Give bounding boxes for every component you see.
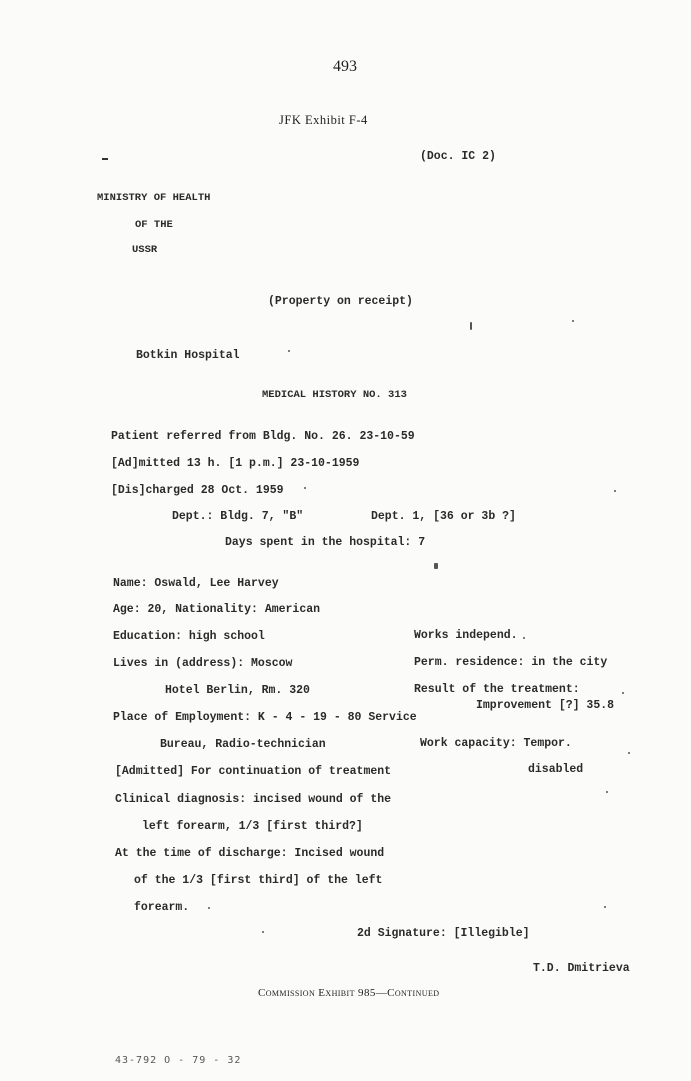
treatment-result-label: Result of the treatment:	[414, 683, 580, 696]
works-status: Works independ.	[414, 629, 518, 642]
scan-speck	[606, 791, 608, 793]
scan-speck	[572, 320, 574, 322]
scan-speck	[470, 322, 472, 330]
hospital-name: Botkin Hospital	[136, 349, 240, 362]
scan-speck	[304, 487, 306, 489]
admitted-line: [Ad]mitted 13 h. [1 p.m.] 23-10-1959	[111, 457, 360, 470]
department-left: Dept.: Bldg. 7, "B"	[172, 510, 304, 523]
lives-in: Lives in (address): Moscow	[113, 657, 293, 670]
referral-line: Patient referred from Bldg. No. 26. 23-10-59	[111, 430, 415, 443]
clinical-diagnosis-line-2: left forearm, 1/3 [first third?]	[142, 820, 363, 833]
patient-name: Name: Oswald, Lee Harvey	[113, 577, 279, 590]
discharge-note-line-1: At the time of discharge: Incised wound	[115, 847, 385, 860]
discharged-line: [Dis]charged 28 Oct. 1959	[111, 484, 284, 497]
doc-reference: (Doc. IC 2)	[420, 150, 496, 163]
scan-speck	[628, 752, 630, 754]
treatment-improvement: Improvement [?] 35.8	[476, 699, 615, 712]
hotel-address: Hotel Berlin, Rm. 320	[165, 684, 310, 697]
permanent-residence: Perm. residence: in the city	[414, 656, 608, 669]
scan-speck	[622, 692, 624, 694]
exhibit-title: JFK Exhibit F-4	[279, 113, 368, 127]
scan-mark	[102, 158, 108, 160]
patient-age-nationality: Age: 20, Nationality: American	[113, 603, 321, 616]
property-note: (Property on receipt)	[268, 295, 413, 308]
place-of-employment: Place of Employment: K - 4 - 19 - 80 Service	[113, 711, 417, 724]
commission-caption: Commission Exhibit 985—Continued	[258, 987, 440, 999]
scan-speck	[614, 490, 616, 492]
work-capacity-disabled: disabled	[528, 763, 584, 776]
ministry-line-3: USSR	[132, 244, 158, 256]
education: Education: high school	[113, 630, 265, 643]
scan-speck	[208, 907, 210, 909]
second-signature: 2d Signature: [Illegible]	[357, 927, 530, 940]
discharge-note-line-3: forearm.	[134, 901, 190, 914]
employment-bureau: Bureau, Radio-technician	[160, 738, 326, 751]
scan-speck	[262, 931, 264, 933]
scan-speck	[434, 563, 438, 569]
days-spent: Days spent in the hospital: 7	[225, 536, 426, 549]
page-number: 493	[333, 58, 357, 75]
scan-speck	[604, 906, 606, 908]
ministry-line-1: MINISTRY OF HEALTH	[97, 192, 211, 204]
discharge-note-line-2: of the 1/3 [first third] of the left	[134, 874, 383, 887]
admitted-reason: [Admitted] For continuation of treatment	[115, 765, 392, 778]
signer-name: T.D. Dmitrieva	[533, 962, 630, 975]
medical-history-title: MEDICAL HISTORY NO. 313	[262, 389, 407, 401]
print-code: 43-792 O - 79 - 32	[115, 1055, 242, 1066]
ministry-line-2: OF THE	[135, 219, 173, 231]
scan-speck	[523, 637, 525, 639]
clinical-diagnosis-line-1: Clinical diagnosis: incised wound of the	[115, 793, 392, 806]
department-right: Dept. 1, [36 or 3b ?]	[371, 510, 516, 523]
scan-speck	[288, 350, 290, 352]
work-capacity: Work capacity: Tempor.	[420, 737, 572, 750]
